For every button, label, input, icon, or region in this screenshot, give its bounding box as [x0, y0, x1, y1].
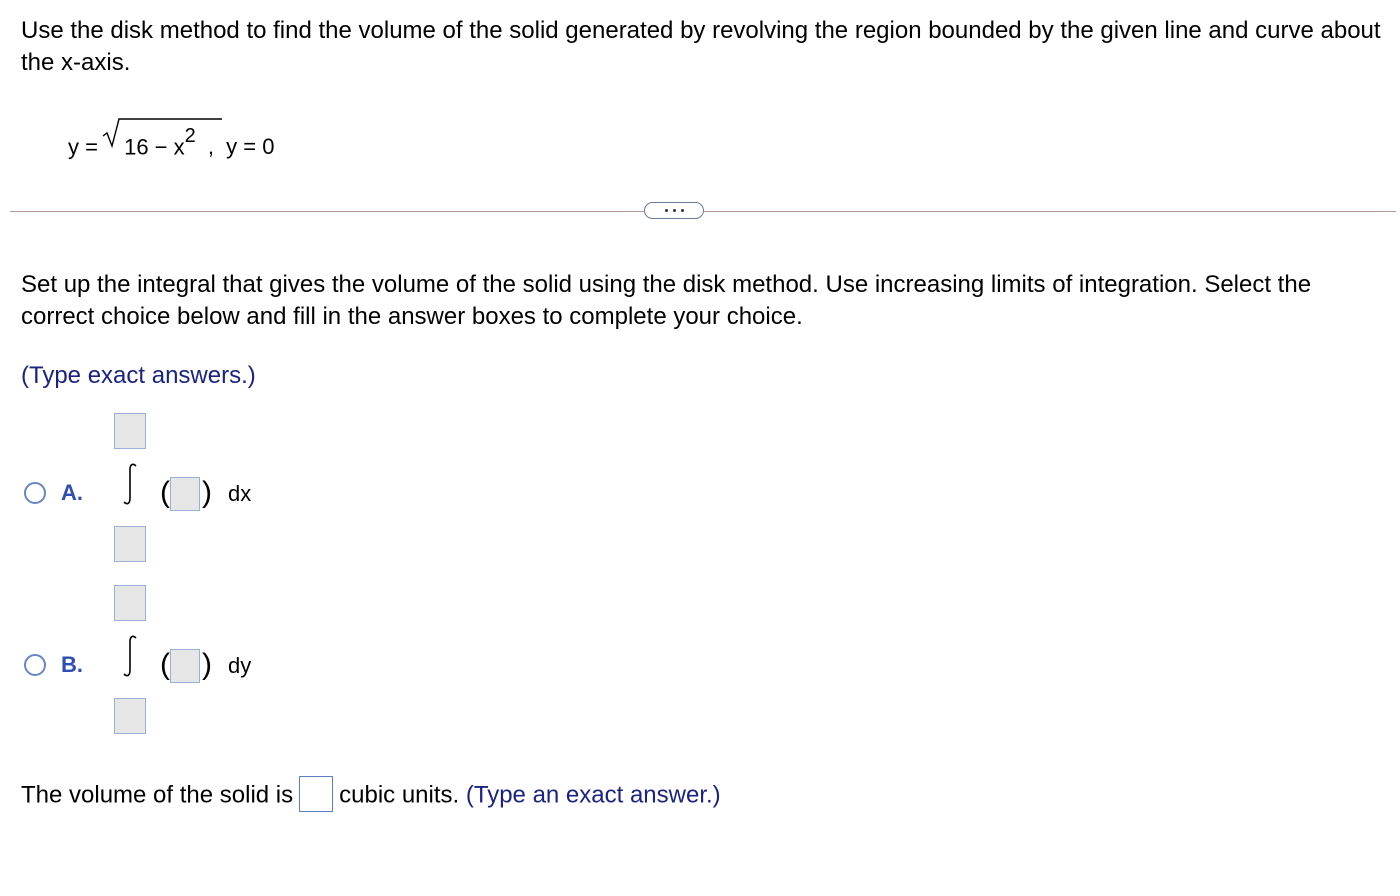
type-exact-hint: (Type exact answers.)	[21, 362, 256, 389]
given-equations	[68, 118, 274, 167]
volume-hint: (Type an exact answer.)	[465, 781, 721, 809]
radicand-text: 16 − x	[124, 134, 185, 160]
ellipsis-dot-icon	[673, 209, 676, 212]
question-prompt: Use the disk method to find the volume of the solid generated by revolving the region bounded by the given line and curve about the x-axis.	[21, 17, 1381, 76]
choice-b-radio[interactable]	[24, 654, 46, 676]
choice-a-integrand-input[interactable]	[170, 477, 200, 511]
exponent: 2	[184, 125, 196, 147]
instruction-text: Set up the integral that gives the volume of the solid using the disk method. Use increasing limits of integration. Select the correct choice below and fill in the answer boxes to complete your choice.	[21, 271, 1312, 330]
close-paren: )	[202, 648, 212, 681]
square-root	[104, 118, 196, 167]
open-paren: (	[160, 476, 170, 509]
ellipsis-dot-icon	[681, 209, 684, 212]
choice-b-integrand-input[interactable]	[170, 649, 200, 683]
open-paren: (	[160, 648, 170, 681]
volume-prefix: The volume of the solid is	[21, 781, 294, 809]
choice-a-radio[interactable]	[24, 482, 46, 504]
choice-b-differential: dy	[228, 653, 252, 678]
radical-sign-icon	[102, 115, 222, 149]
choice-a-label: A.	[61, 480, 83, 505]
choice-a-lower-limit-input[interactable]	[114, 526, 146, 562]
volume-suffix: cubic units.	[339, 781, 460, 809]
integral-sign-icon	[121, 462, 139, 506]
choice-a-upper-limit-input[interactable]	[114, 413, 146, 449]
choice-a-differential: dx	[228, 481, 252, 506]
volume-answer-row	[21, 778, 721, 814]
close-paren: )	[202, 476, 212, 509]
ellipsis-dot-icon	[665, 209, 668, 212]
choice-b-lower-limit-input[interactable]	[114, 698, 146, 734]
integral-sign-icon	[121, 634, 139, 678]
choice-b-label: B.	[61, 652, 83, 677]
equation-lhs: y =	[68, 134, 98, 160]
choice-b-upper-limit-input[interactable]	[114, 585, 146, 621]
show-more-button[interactable]	[644, 202, 704, 219]
equation-separator: ,	[207, 134, 215, 160]
volume-answer-input[interactable]	[299, 776, 333, 812]
second-equation: y = 0	[226, 134, 275, 160]
